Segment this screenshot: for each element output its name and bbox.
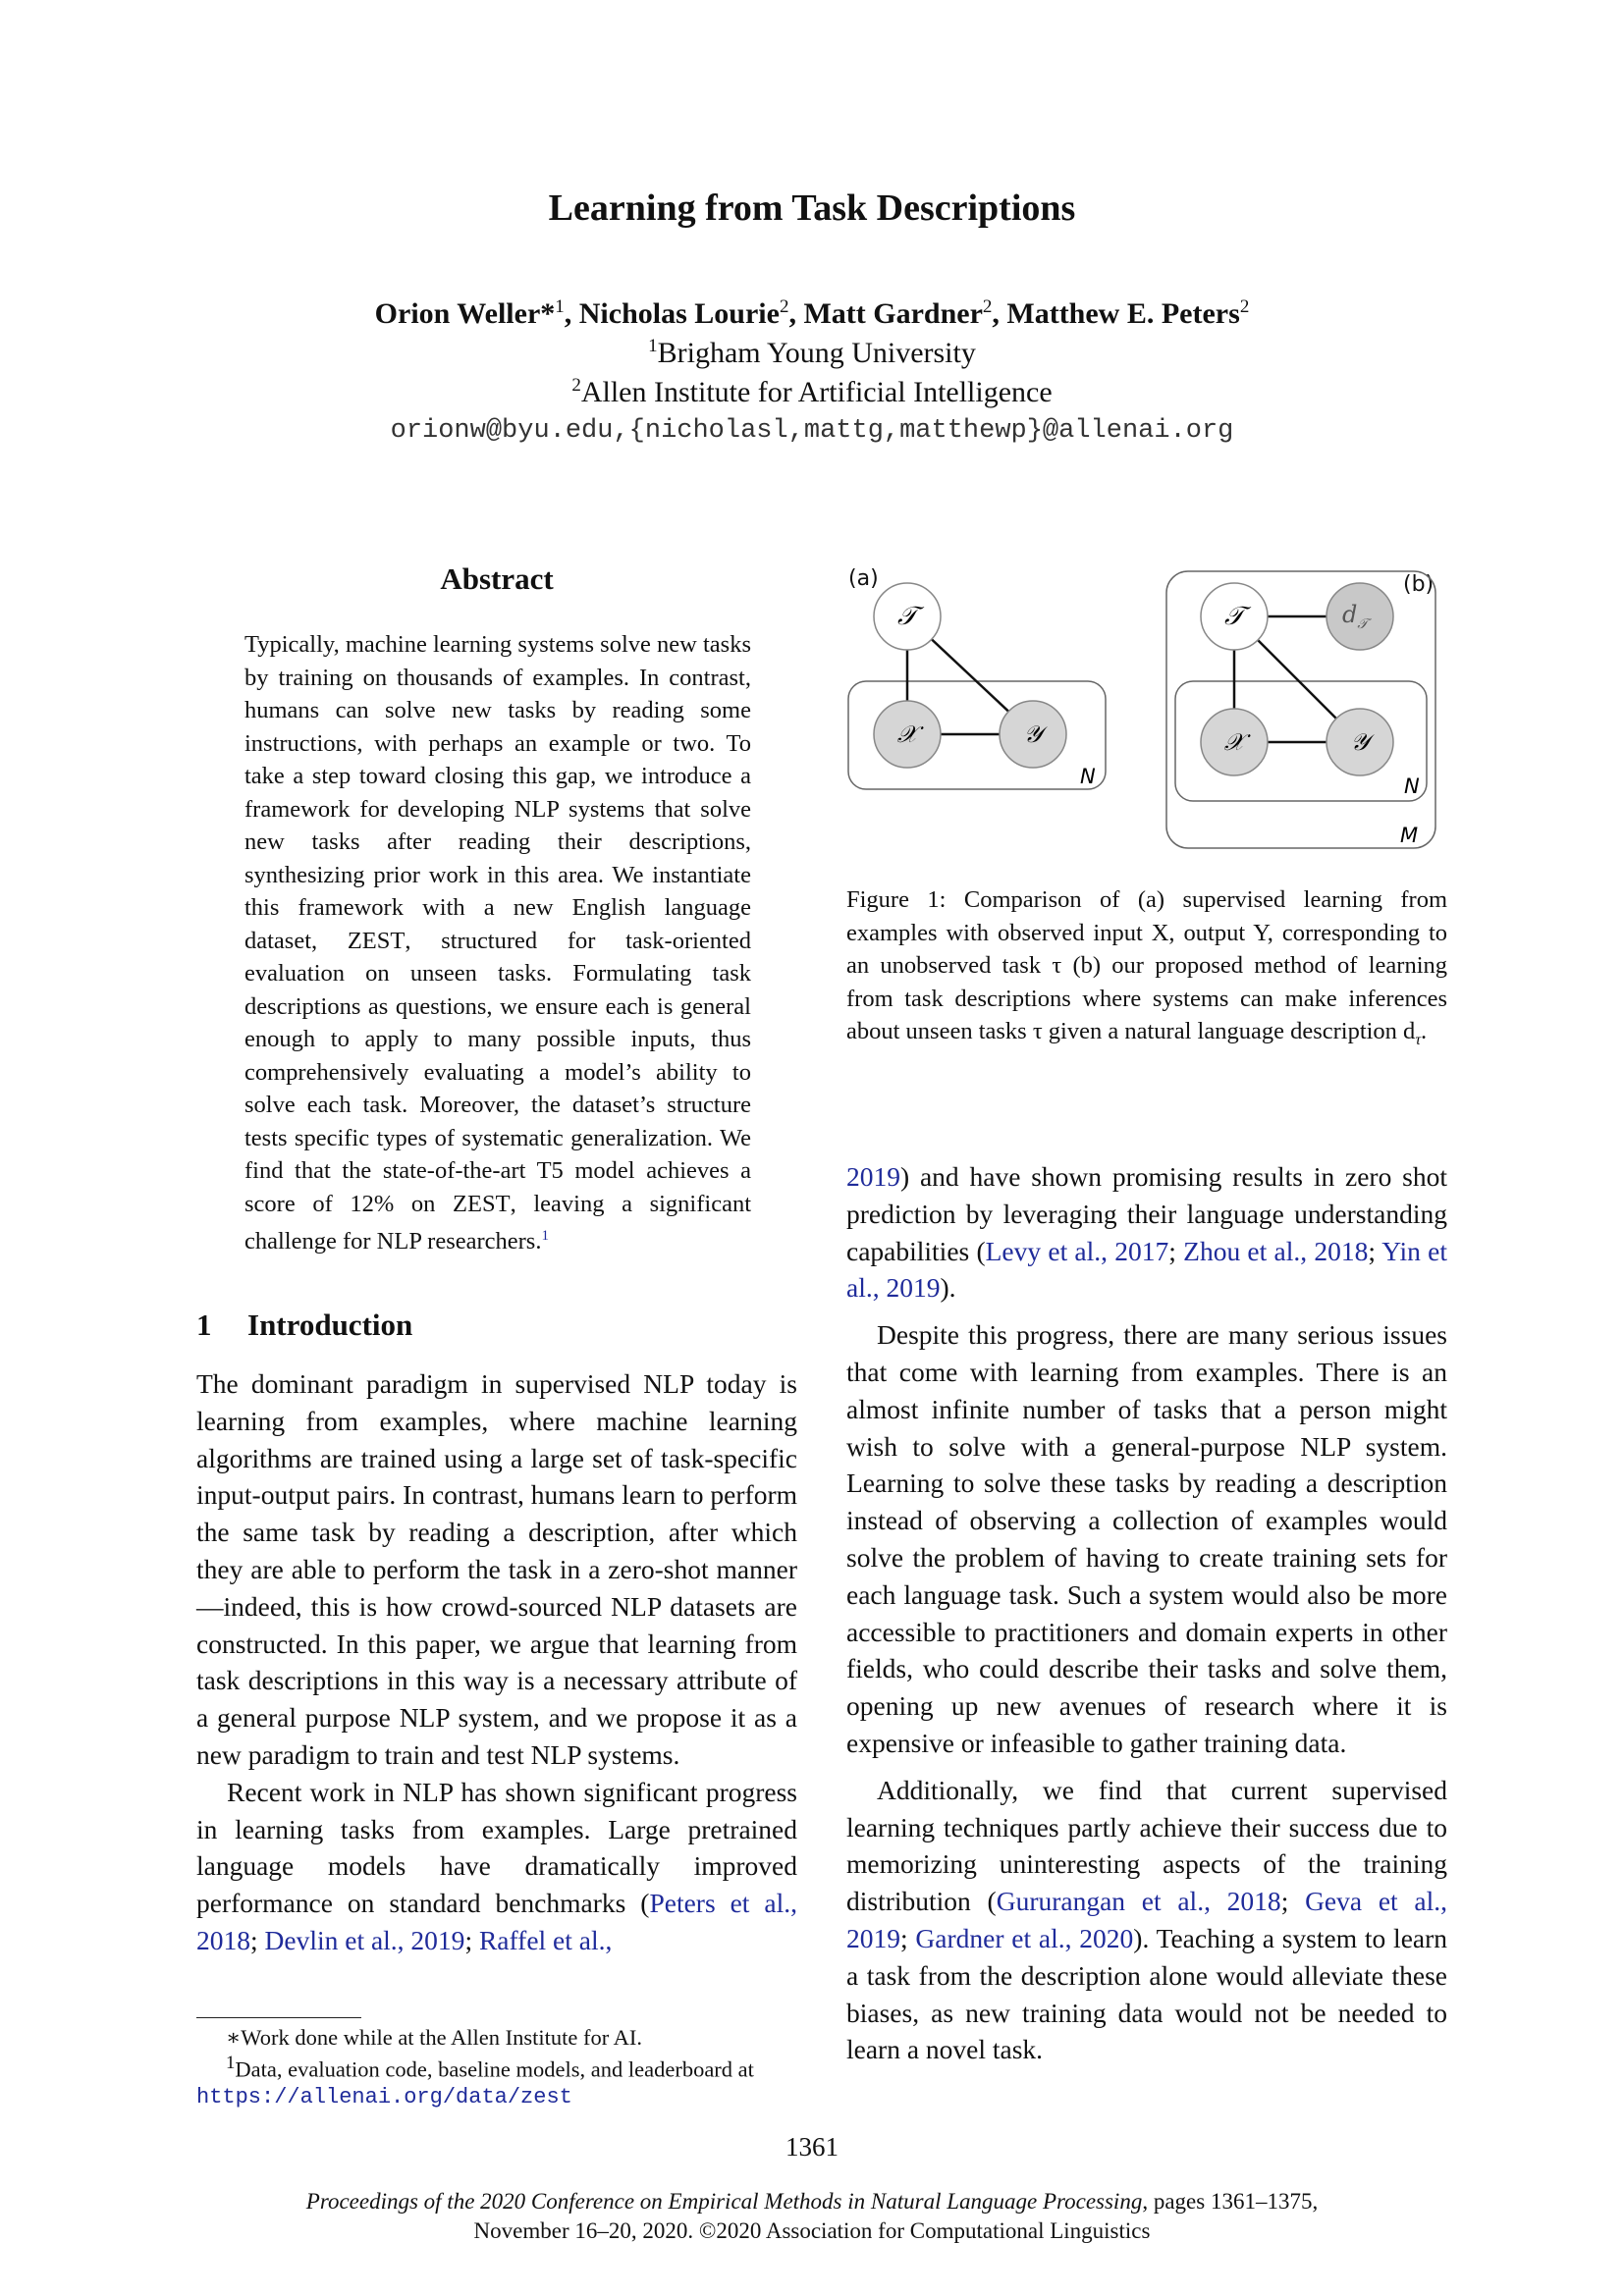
affil-mark: 2: [571, 375, 581, 396]
citation-link[interactable]: Gardner et al., 2020: [915, 1922, 1134, 1953]
author-name: Matt Gardner: [803, 297, 983, 330]
separator: ;: [1168, 1235, 1184, 1266]
citation-link[interactable]: Gururangan et al., 2018: [996, 1886, 1281, 1917]
separator: ;: [1368, 1235, 1382, 1266]
panel-a-label: (a): [848, 566, 879, 591]
node-y-label: 𝒴: [1350, 728, 1370, 756]
footnote-ref-link[interactable]: 1: [541, 1228, 549, 1244]
separator: ;: [900, 1922, 916, 1953]
abstract-text-part: , leaving a significant challenge for NLP researchers.: [244, 1190, 752, 1255]
author-list: Orion Weller*$^1$, Nicholas Lourie$^2$, Matt Gardner$^2$, Matthew E. Peters$^2$: [374, 296, 1250, 330]
affiliation-2: [0, 375, 1624, 409]
footnote-1: [196, 2051, 797, 2110]
separator: ;: [464, 1924, 479, 1955]
paper-title: Learning from Task Descriptions: [548, 187, 1076, 229]
citation-link[interactable]: 2019: [846, 1161, 900, 1192]
section-number: 1: [196, 1308, 212, 1342]
footnote-rule: [196, 2017, 361, 2018]
section-title: Introduction: [247, 1308, 413, 1342]
author-affil-mark: 1: [555, 296, 565, 317]
abstract-text: [244, 628, 751, 1258]
paragraph: [196, 1774, 797, 1959]
author-affil-mark: 2: [1239, 296, 1250, 317]
plate-n-label: N: [1080, 765, 1096, 788]
paragraph: [846, 1158, 1447, 1307]
citation-link[interactable]: Peters et al., 2018: [196, 1888, 797, 1955]
separator: ;: [250, 1924, 265, 1955]
citation-link[interactable]: Geva et al., 2019: [846, 1886, 1447, 1953]
citation-link[interactable]: Yin et al., 2019: [846, 1235, 1447, 1304]
paragraph-text: ). Teaching a system to learn a task from the description alone would alleviate these biases, as new training data would not be needed to learn a novel task.: [846, 1922, 1448, 2065]
paragraph: The dominant paradigm in supervised NLP today is learning from examples, where machine learning algorithms are trained using a large set of task-specific input-output pairs. In contrast, humans learn to perform the same task by reading a description, after which they are able to perform the task in a zero-shot manner—indeed, this is how crowd-sourced NLP datasets are constructed. In this paper, we argue that learning from task descriptions in this way is a necessary attribute of a general purpose NLP system, and we propose it as a new paradigm to train and test NLP systems.: [196, 1368, 797, 1770]
figure-1-caption: [846, 883, 1447, 1056]
caption-subscript: τ: [1415, 1031, 1422, 1048]
right-column-body: [846, 1158, 1447, 2068]
node-x-label: 𝒳: [896, 721, 918, 748]
dataset-url-link[interactable]: https://allenai.org/data/zest: [196, 2084, 572, 2109]
paragraph-text: ) and have shown promising results in zero shot prediction by leveraging their language understanding capabilities (: [846, 1161, 1447, 1266]
footnote-star: ∗Work done while at the Allen Institute for AI.: [226, 2025, 643, 2050]
author-affil-mark: 2: [779, 296, 789, 317]
dataset-name: ZEST: [347, 927, 406, 954]
section-heading: [196, 1308, 412, 1343]
author-name: Nicholas Lourie: [578, 297, 780, 330]
node-y-label: 𝒴: [1023, 721, 1043, 748]
footer-line-1: [0, 2187, 1624, 2216]
citation-link[interactable]: Devlin et al., 2019: [264, 1924, 465, 1955]
footer-pages: , pages 1361–1375,: [1142, 2189, 1319, 2214]
author-affil-mark: 2: [982, 296, 993, 317]
affil-name: Brigham Young University: [657, 337, 976, 369]
caption-end: .: [1421, 1018, 1428, 1044]
affil-mark: 1: [648, 336, 658, 356]
affil-name: Allen Institute for Artificial Intelligence: [580, 376, 1053, 408]
author-name: Matthew E. Peters: [1006, 297, 1240, 330]
node-task-label: 𝒯: [897, 602, 917, 631]
caption-text: Figure 1: Comparison of (a) supervised learning from examples with observed input X, output Y, corresponding to an unobserved task τ (b) our proposed method of learning from task descriptions where systems can make inferences about unseen tasks τ given a natural language description d: [846, 886, 1447, 1044]
paragraph-text: Additionally, we find that current supervised learning techniques partly achieve their success due to memorizing uninteresting aspects of the training distribution (: [846, 1774, 1447, 1917]
panel-b-label: (b): [1403, 572, 1435, 597]
plate-m-label: M: [1400, 824, 1419, 847]
proceedings-footer: [0, 2187, 1624, 2246]
node-x-label: 𝒳: [1223, 728, 1245, 756]
separator: ;: [1280, 1886, 1306, 1917]
paragraph-text: Recent work in NLP has shown significant progress in learning tasks from examples. Large pretrained language models have dramatically improved performance on standard benchmarks (: [196, 1776, 797, 1919]
dataset-name: ZEST: [453, 1190, 511, 1217]
affiliation-1: [0, 336, 1624, 370]
footer-line-2: November 16–20, 2020. ©2020 Association for Computational Linguistics: [473, 2218, 1151, 2243]
abstract-heading: Abstract: [440, 561, 554, 596]
node-desc-label: $d_𝒯$: [1341, 601, 1369, 632]
footnote-mark: 1: [226, 2053, 236, 2073]
footnote-text: Data, evaluation code, baseline models, and leaderboard at: [235, 2056, 754, 2082]
left-column-body: [196, 1365, 797, 1959]
abstract-text-part: , structured for task-oriented evaluation on unseen tasks. Formulating task descriptions as questions, we ensure each is general enough to apply to many possible inputs, thus comprehensively evaluating a model’s ability to solve each task. Moreover, the dataset’s structure tests specific types of systematic generalization. We find that the state-of-the-art T5 model achieves a score of 12% on: [244, 927, 751, 1217]
citation-link[interactable]: Raffel et al.,: [478, 1924, 613, 1955]
paragraph-text: ).: [940, 1272, 956, 1304]
citation-link[interactable]: Zhou et al., 2018: [1183, 1235, 1369, 1266]
abstract-text-part: Typically, machine learning systems solve new tasks by training on thousands of examples. In contrast, humans can solve new tasks by reading some instructions, with perhaps an example or two. To take a step toward closing this gap, we introduce a framework for developing NLP systems that solve new tasks after reading their descriptions, synthesizing prior work in this area. We instantiate this framework with a new English language dataset,: [244, 631, 751, 954]
paragraph: [846, 1772, 1447, 2068]
plate-n-label: N: [1404, 774, 1420, 798]
footer-venue: Proceedings of the 2020 Conference on Empirical Methods in Natural Language Processing: [305, 2189, 1143, 2214]
node-task-label: 𝒯: [1224, 602, 1244, 631]
author-emails: orionw@byu.edu,{nicholasl,mattg,matthewp}@allenai.org: [390, 416, 1234, 446]
page-number: 1361: [785, 2132, 839, 2162]
footnotes: [196, 2025, 797, 2110]
author-name: Orion Weller*: [374, 297, 556, 330]
figure-1-graphical-models: [837, 558, 1445, 862]
citation-link[interactable]: Levy et al., 2017: [985, 1235, 1169, 1266]
paragraph: Despite this progress, there are many serious issues that come with learning from examples. There is an almost infinite number of tasks that a person might wish to solve with a general-purpose NLP system. Learning to solve these tasks by reading a description instead of observing a collection of examples would solve the problem of having to create training sets for each language task. Such a system would also be more accessible to practitioners and domain experts in other fields, who could describe their tasks and solve them, opening up new avenues of research where it is expensive or infeasible to gather training data.: [846, 1319, 1447, 1758]
